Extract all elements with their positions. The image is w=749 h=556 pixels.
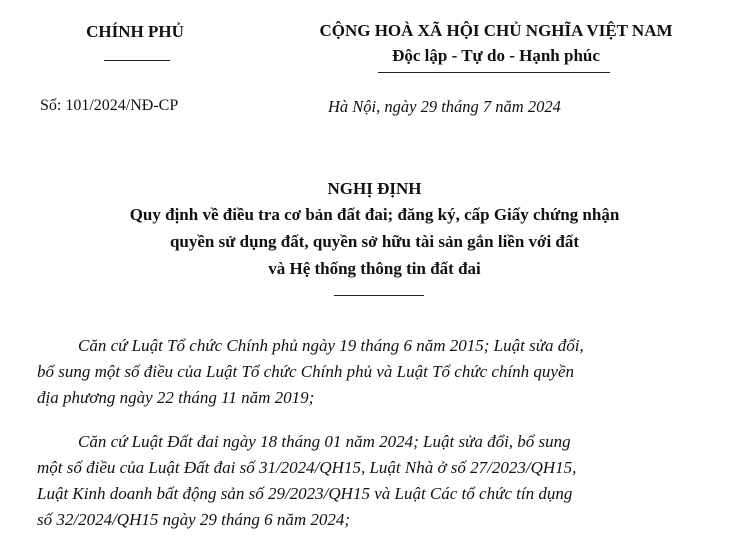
motto-underline — [378, 72, 610, 73]
issuer-underline — [104, 60, 170, 61]
title-underline — [334, 295, 424, 296]
national-title: CỘNG HOÀ XÃ HỘI CHỦ NGHĨA VIỆT NAM — [319, 21, 673, 40]
legal-basis-paragraph — [37, 429, 722, 533]
legal-basis-paragraph — [37, 333, 722, 411]
national-motto: Độc lập - Tự do - Hạnh phúc — [392, 46, 600, 65]
document-number: Số: 101/2024/NĐ-CP — [40, 97, 179, 114]
place-and-date: Hà Nội, ngày 29 tháng 7 năm 2024 — [328, 97, 561, 116]
document-type: NGHỊ ĐỊNH — [327, 179, 422, 198]
issuing-body: CHÍNH PHỦ — [86, 22, 184, 41]
document-subtitle-line: quyền sử dụng đất, quyền sở hữu tài sản gắn liền với đất — [169, 232, 580, 251]
document-subtitle-line: và Hệ thống thông tin đất đai — [268, 259, 481, 278]
document-subtitle-line: Quy định về điều tra cơ bản đất đai; đăng ký, cấp Giấy chứng nhận — [129, 205, 620, 224]
paragraph-line: bổ sung một số điều của Luật Tổ chức Chính phủ và Luật Tổ chức chính quyền — [37, 362, 575, 381]
paragraph-line: Căn cứ Luật Tổ chức Chính phủ ngày 19 tháng 6 năm 2015; Luật sửa đổi, — [78, 336, 584, 355]
paragraph-line: một số điều của Luật Đất đai số 31/2024/QH15, Luật Nhà ở số 27/2023/QH15, — [37, 458, 577, 477]
paragraph-line: số 32/2024/QH15 ngày 29 tháng 6 năm 2024; — [37, 510, 351, 529]
paragraph-line: địa phương ngày 22 tháng 11 năm 2019; — [37, 388, 315, 407]
paragraph-line: Luật Kinh doanh bất động sản số 29/2023/QH15 và Luật Các tổ chức tín dụng — [37, 484, 573, 503]
paragraph-line: Căn cứ Luật Đất đai ngày 18 tháng 01 năm 2024; Luật sửa đổi, bổ sung — [78, 432, 571, 451]
